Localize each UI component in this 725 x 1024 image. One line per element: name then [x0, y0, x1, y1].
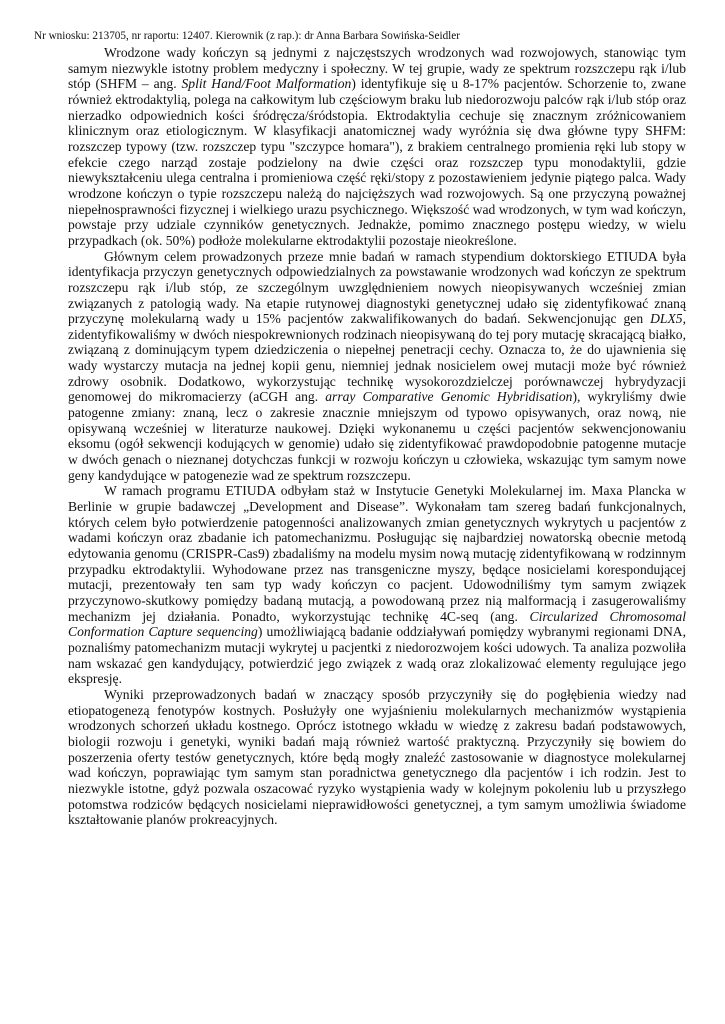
document-header: Nr wniosku: 213705, nr raportu: 12407. Kierownik (z rap.): dr Anna Barbara Sowińska-Seidler [34, 30, 460, 42]
document-body [68, 45, 686, 828]
paragraph [68, 483, 686, 687]
paragraph-text: W ramach programu ETIUDA odbyłam staż w Instytucie Genetyki Molekularnej im. Maxa Plancka w Berlinie w grupie badawczej „Development and Disease”. Wykonałam tam szereg badań funkcjonalnych, których celem było potwierdzenie patogenności analizowanych zmian genetycznych wykrytych u pacjentów z wadami kończyn oraz zbadanie ich patomechanizmu. Posługując się najbardziej nowatorską obecnie metodą edytowania genomu (CRISPR-Cas9) zbadaliśmy na modelu mysim nową mutację zidentyfikowaną w rodzinnym przypadku ektrodaktylii. Wyhodowane przez nas transgeniczne myszy, będące nosicielami korespondującej mutacji, prezentowały ten sam typ wady kończyn co pacjent. Udowodniliśmy tym samym związek przyczynowo-skutkowy pomiędzy badaną mutacją, a powodowaną przez nią malformacją i zasugerowaliśmy mechanizm jej działania. Ponadto, wykorzystując technikę 4C-seq (ang. [68, 483, 686, 624]
paragraph [68, 45, 686, 249]
paragraph-text: , zidentyfikowaliśmy w dwóch niespokrewnionych rodzinach nieopisywaną do tej pory mutację skracającą białko, związaną z dominującym typem dziedziczenia o niepełnej penetracji cechy. Oznacza to, że do ujawnienia się wady wystarczy mutacja na jednej kopii genu, niemniej jednak nosicielem owej mutacji może być również zdrowy osobnik. Dodatkowo, wykorzystując technikę wysokorozdzielczej porównawczej hybrydyzacji genomowej do mikromacierzy (aCGH ang. [68, 311, 686, 405]
italic-term: Split Hand/Foot Malformation [181, 76, 352, 92]
italic-term: array Comparative Genomic Hybridisation [325, 389, 573, 405]
paragraph [68, 687, 686, 828]
paragraph-text: ) umożliwiającą badanie oddziaływań pomiędzy wybranymi regionami DNA, poznaliśmy patomechanizm mutacji wykrytej u pacjentki z niedorozwojem kości udowych. Ta analiza pozwoliła nam wskazać gen kandydujący, potwierdzić jego związek z wadą oraz zlokalizować elementy regulujące jego ekspresję. [68, 624, 686, 687]
paragraph-text: Wyniki przeprowadzonych badań w znaczący sposób przyczyniły się do pogłębienia wiedzy nad etiopatogenezą fenotypów kostnych. Posłużyły one wyjaśnieniu molekularnych mechanizmów wystąpienia wrodzonych schorzeń układu kostnego. Oprócz istotnego wkładu w wiedzę z zakresu badań podstawowych, biologii rozwoju i genetyki, wyniki badań mają również wartość praktyczną. Przyczyniły się bowiem do poszerzenia oferty testów genetycznych, które będą mogły znaleźć zastosowanie w diagnostyce molekularnej wad kończyn, poprawiając tym samym stan poradnictwa genetycznego dla pacjentów i ich rodzin. Jest to niezwykle istotne, gdyż pozwala oszacować ryzyko wystąpienia wady w kolejnym pokoleniu lub u przyszłego potomstwa rodziców będących nosicielami nieprawidłowości genetycznej, a tym samym umożliwia świadome kształtowanie planów prokreacyjnych. [68, 686, 686, 828]
paragraph-text: Głównym celem prowadzonych przeze mnie badań w ramach stypendium doktorskiego ETIUDA była identyfikacja przyczyn genetycznych odpowiedzialnych za powstawanie wrodzonych wad kończyn ze spektrum rozszczepu rąk i/lub stóp, ze szczególnym uwzględnieniem nowych nieopisywanych wcześniej zmian związanych z patologią wady. Na etapie rutynowej diagnostyki genetycznej udało się zidentyfikować znaną przyczynę molekularną wady u 15% pacjentów zakwalifikowanych do badań. Sekwencjonując gen [68, 248, 686, 327]
italic-term: Circularized Chromosomal Conformation Capture sequencing [68, 608, 686, 640]
paragraph [68, 249, 686, 484]
paragraph-text: ) identyfikuje się u 8-17% pacjentów. Schorzenie to, zwane również ektrodaktylią, polega na całkowitym lub częściowym braku lub niedorozwoju palców rąk i/lub stóp oraz nierzadko odpowiednich kości śródręcza/śródstopia. Ektrodaktylia cechuje się znacznym zróżnicowaniem klinicznym oraz etiologicznym. W klasyfikacji anatomicznej wady wyróżnia się dwa główne typy SHFM: rozszczep typowy (tzw. rozszczep typu "szczypce homara"), z brakiem centralnego promienia ręki lub stopy w efekcie czego narząd zostaje podzielony na dwie części oraz rozszczep typu monodaktylii, gdzie niewykształceniu ulega centralna i promieniowa część ręki/stopy z pozostawieniem jedynie piątego palca. Wady wrodzone kończyn o typie rozszczepu należą do najcięższych wad rozwojowych. Są one przyczyną poważnej niepełnosprawności fizycznej i wielkiego urazu psychicznego. Większość wad wrodzonych, w tym wad kończyn, powstaje przy udziale czynników genetycznych. Jednakże, pomimo znacznego postępu wiedzy, w wielu przypadkach (ok. 50%) podłoże molekularne ektrodaktylii pozostaje nieokreślone. [68, 76, 686, 248]
paragraph-text: ), wykryliśmy dwie patogenne zmiany: znaną, lecz o zakresie znacznie mniejszym od typowo opisywanych, oraz nową, nie opisywaną wcześniej w literaturze naukowej. Dzięki wykonanemu u części pacjentów sekwencjonowaniu eksomu (ogół sekwencji kodujących w genomie) udało się zidentyfikować prawdopodobnie patogenne mutacje w dwóch genach o nieznanej dotychczas funkcji w rozwoju kończyn u człowieka, wskazując tym samym nowe geny kandydujące w patogenezie wad ze spektrum rozszczepu. [68, 389, 686, 483]
italic-term: DLX5 [650, 311, 683, 327]
paragraph-text: Wrodzone wady kończyn są jednymi z najczęstszych wrodzonych wad rozwojowych, stanowiąc tym samym niezwykle istotny problem medyczny i społeczny. W tej grupie, wady ze spektrum rozszczepu rąk i/lub stóp (SHFM – ang. [68, 45, 686, 92]
